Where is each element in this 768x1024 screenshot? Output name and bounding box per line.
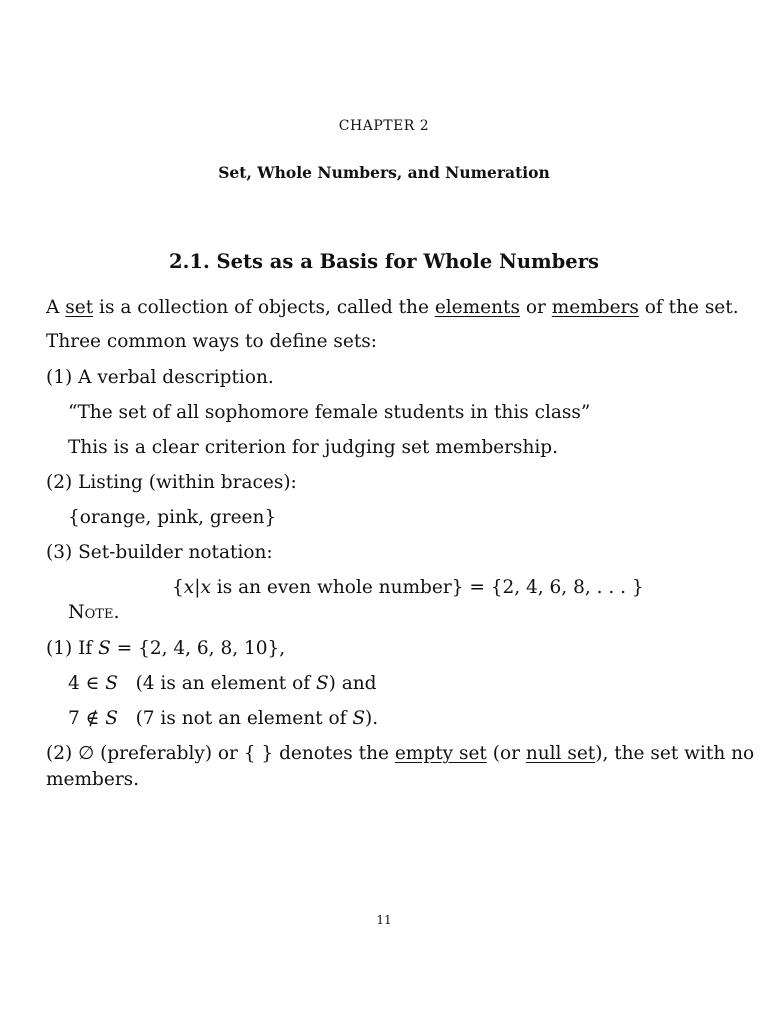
term-null-set: null set	[525, 743, 596, 764]
section-title: 2.1. Sets as a Basis for Whole Numbers	[169, 250, 599, 273]
math-text: 4 ∈	[68, 673, 106, 694]
item-1: (1) A verbal description.	[46, 367, 274, 388]
item-1-note: This is a clear criterion for judging set membership.	[68, 437, 558, 458]
math-var: S	[352, 708, 366, 729]
math-text: = {2, 4, 6, 8, 10},	[110, 638, 286, 659]
term-empty-set: empty set	[394, 743, 487, 764]
def-text: or	[519, 297, 552, 318]
math-var: S	[105, 708, 118, 729]
note-heading: Note.	[68, 601, 120, 623]
math-text: (7 is not an element of	[117, 708, 353, 729]
definition-line	[46, 296, 739, 320]
math-text: ) and	[328, 673, 377, 694]
note-item-1	[46, 637, 285, 661]
note-item-1b	[68, 707, 378, 731]
math-var: S	[315, 673, 329, 694]
math-var: x	[200, 577, 211, 598]
term-members: members	[551, 297, 639, 318]
item-3: (3) Set-builder notation:	[46, 542, 273, 563]
chapter-label: CHAPTER 2	[338, 118, 430, 134]
math-text: (1) If	[46, 638, 99, 659]
note-item-2	[46, 742, 754, 766]
note-text: ), the set with no	[595, 743, 755, 764]
term-elements: elements	[434, 297, 520, 318]
def-text: A	[46, 297, 66, 318]
math-text: 7 ∉	[68, 708, 106, 729]
three-ways-line: Three common ways to define sets:	[46, 331, 378, 352]
item-2: (2) Listing (within braces):	[46, 472, 297, 493]
note-item-1a	[68, 672, 377, 696]
math-text: (4 is an element of	[117, 673, 316, 694]
math-text: |	[194, 577, 201, 598]
note-text: (2) ∅ (preferably) or { } denotes the	[46, 743, 395, 764]
chapter-title: Set, Whole Numbers, and Numeration	[218, 163, 550, 182]
math-var: S	[105, 673, 118, 694]
math-text: is an even whole number} = {2, 4, 6, 8, . . . }	[210, 577, 644, 598]
note-item-2-continued: members.	[46, 769, 140, 790]
item-1-example: “The set of all sophomore female students in this class”	[68, 402, 591, 423]
math-var: S	[98, 638, 111, 659]
item-2-example: {orange, pink, green}	[68, 507, 277, 528]
term-set: set	[65, 297, 94, 318]
set-builder-example	[172, 576, 644, 600]
math-var: x	[183, 577, 195, 598]
def-text: of the set.	[638, 297, 739, 318]
note-text: (or	[486, 743, 526, 764]
math-text: ).	[365, 708, 379, 729]
def-text: is a collection of objects, called the	[93, 297, 435, 318]
page-number: 11	[376, 913, 392, 927]
math-text: {	[172, 577, 184, 598]
